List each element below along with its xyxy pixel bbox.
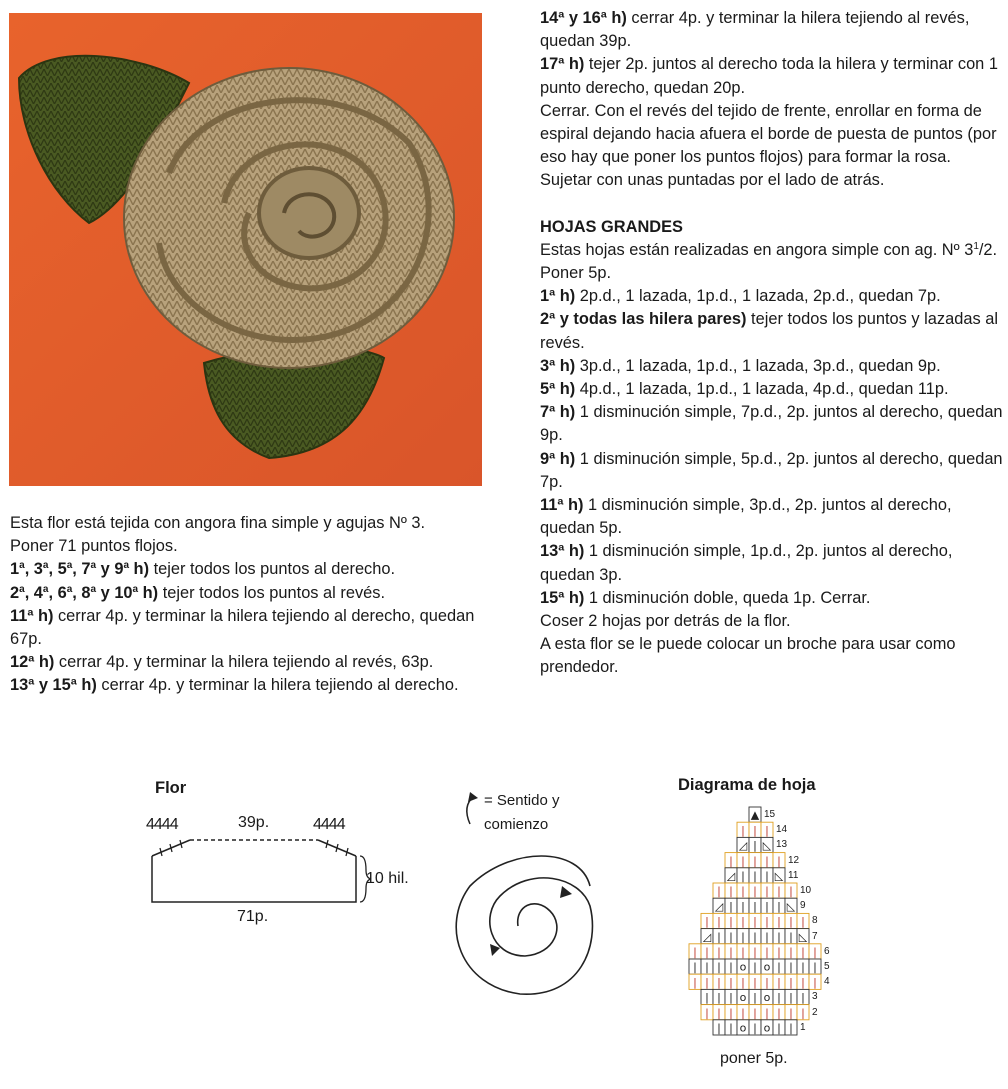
leaf-diagram-title: Diagrama de hoja <box>678 776 816 794</box>
row-number: 11 <box>788 869 799 881</box>
chart-stitch: | <box>693 960 697 974</box>
chart-stitch: | <box>729 884 733 898</box>
chart-stitch: | <box>753 991 757 1005</box>
chart-stitch: | <box>777 945 781 959</box>
flor-diagram-title: Flor <box>155 779 187 797</box>
chart-stitch: | <box>753 839 757 853</box>
chart-stitch: | <box>717 1006 721 1020</box>
chart-stitch: | <box>801 991 805 1005</box>
chart-stitch: | <box>741 854 745 868</box>
chart-stitch: | <box>777 975 781 989</box>
chart-stitch: | <box>789 1006 793 1020</box>
instruction-row: 2$^a$, 4$^a$, 6$^a$, 8$^a$ y 10$^a$ h) tejer todos los puntos al revés. <box>10 583 386 602</box>
chart-stitch: | <box>729 945 733 959</box>
chart-stitch: | <box>741 869 745 883</box>
chart-stitch: | <box>705 975 709 989</box>
chart-stitch: | <box>753 854 757 868</box>
section-heading: HOJAS GRANDES <box>540 217 683 236</box>
chart-stitch: o <box>763 991 771 1005</box>
chart-stitch: | <box>741 1006 745 1020</box>
brooch-note: A esta flor se le puede colocar un broche para usar como prendedor. <box>540 635 956 677</box>
chart-stitch: | <box>753 975 757 989</box>
chart-stitch: | <box>777 1021 781 1035</box>
chart-stitch: | <box>765 1006 769 1020</box>
chart-stitch: | <box>717 1021 721 1035</box>
instruction-row: 1$^a$, 3$^a$, 5$^a$, 7$^a$ y 9$^a$ h) tejer todos los puntos al derecho. <box>10 560 396 579</box>
flor-left-steps: 4444 <box>146 816 178 833</box>
chart-stitch: | <box>789 975 793 989</box>
chart-stitch: | <box>705 960 709 974</box>
instruction-row: 3ª h) 3p.d., 1 lazada, 1p.d., 1 lazada, 3p.d., quedan 9p. <box>540 356 941 375</box>
chart-stitch: | <box>717 945 721 959</box>
chart-stitch: | <box>729 930 733 944</box>
instruction-row: 13ª h) 1 disminución simple, 1p.d., 2p. juntos al derecho, quedan 3p. <box>540 542 953 584</box>
row-number: 15 <box>764 809 776 820</box>
leaves-intro: Estas hojas están realizadas en angora simple con ag. Nº $3^1/2$. <box>540 240 998 259</box>
chart-stitch: | <box>729 915 733 929</box>
intro-line: Esta flor está tejida con angora fina simple y agujas Nº 3. <box>10 514 426 532</box>
instruction-row: 11ª h) 1 disminución simple, 3p.d., 2p. juntos al derecho, quedan 5p. <box>540 496 952 538</box>
chart-stitch: | <box>813 945 817 959</box>
chart-stitch: ◿ <box>702 930 712 944</box>
row-number: 8 <box>812 915 818 927</box>
continued-instructions <box>540 7 1006 680</box>
chart-stitch: | <box>741 884 745 898</box>
chart-stitch: | <box>753 884 757 898</box>
instruction-row: 17ª h) tejer 2p. juntos al derecho toda la hilera y terminar con 1 punto derecho, quedan 20p. <box>540 55 998 97</box>
chart-stitch: ◿ <box>714 899 724 913</box>
chart-stitch: | <box>777 1006 781 1020</box>
chart-stitch: | <box>729 1006 733 1020</box>
chart-stitch: | <box>753 930 757 944</box>
chart-stitch: | <box>765 899 769 913</box>
row-number: 3 <box>812 991 818 1003</box>
flor-bottom-label: 71p. <box>237 908 269 925</box>
row-number: 1 <box>800 1021 806 1033</box>
chart-stitch: | <box>789 960 793 974</box>
chart-stitch: | <box>705 945 709 959</box>
chart-stitch: | <box>777 930 781 944</box>
chart-stitch: | <box>729 899 733 913</box>
row-number: 7 <box>812 930 818 942</box>
chart-stitch: | <box>801 960 805 974</box>
chart-stitch: | <box>741 915 745 929</box>
chart-stitch: | <box>789 1021 793 1035</box>
flor-height-label: 10 hil. <box>366 870 409 887</box>
row-number: 5 <box>824 961 830 972</box>
leaf-footer: poner 5p. <box>720 1050 788 1067</box>
chart-stitch: | <box>801 1006 805 1020</box>
chart-stitch: | <box>741 945 745 959</box>
chart-stitch: | <box>717 930 721 944</box>
rose-photo <box>9 13 482 486</box>
spiral-legend-line1: = Sentido y <box>484 792 560 809</box>
instruction-row: 9ª h) 1 disminución simple, 5p.d., 2p. juntos al derecho, quedan 7p. <box>540 449 1003 491</box>
chart-stitch: | <box>789 915 793 929</box>
chart-stitch: | <box>777 854 781 868</box>
chart-stitch: | <box>717 975 721 989</box>
chart-stitch: | <box>753 960 757 974</box>
chart-stitch: | <box>741 899 745 913</box>
row-number: 13 <box>776 839 788 851</box>
chart-stitch: | <box>813 960 817 974</box>
chart-stitch: | <box>729 854 733 868</box>
row-number: 9 <box>800 900 806 912</box>
chart-stitch: | <box>693 975 697 989</box>
chart-stitch: | <box>765 975 769 989</box>
flor-top-count: 39p. <box>238 814 270 831</box>
chart-stitch: | <box>753 945 757 959</box>
chart-stitch: | <box>813 975 817 989</box>
spiral-legend-line2: comienzo <box>484 816 549 833</box>
instruction-row: 7ª h) 1 disminución simple, 7p.d., 2p. juntos al derecho, quedan 9p. <box>540 403 1003 445</box>
sewing-note: Coser 2 hojas por detrás de la flor. <box>540 612 791 631</box>
chart-stitch: | <box>705 1006 709 1020</box>
flower-instructions <box>10 512 490 698</box>
chart-stitch: ◿ <box>738 839 748 853</box>
chart-stitch: | <box>753 823 757 837</box>
chart-stitch: | <box>717 915 721 929</box>
chart-stitch: | <box>777 915 781 929</box>
instruction-row: 5ª h) 4p.d., 1 lazada, 1p.d., 1 lazada, 4p.d., quedan 11p. <box>540 380 949 399</box>
row-number: 6 <box>824 945 830 957</box>
chart-stitch: | <box>765 930 769 944</box>
row-number: 10 <box>800 885 812 896</box>
chart-stitch: ◿ <box>726 869 736 883</box>
leaf-chart <box>660 805 850 1045</box>
instruction-row: 15ª h) 1 disminución doble, queda 1p. Cerrar. <box>540 588 871 607</box>
chart-stitch: | <box>777 899 781 913</box>
chart-stitch: ◺ <box>786 899 796 913</box>
chart-stitch: | <box>789 884 793 898</box>
chart-stitch: | <box>801 975 805 989</box>
chart-stitch: | <box>789 945 793 959</box>
chart-stitch: | <box>717 960 721 974</box>
chart-stitch: | <box>705 915 709 929</box>
chart-stitch: | <box>765 869 769 883</box>
chart-stitch: | <box>717 884 721 898</box>
chart-stitch: | <box>753 869 757 883</box>
chart-stitch: | <box>777 991 781 1005</box>
chart-stitch: | <box>753 1006 757 1020</box>
chart-stitch: | <box>801 945 805 959</box>
cast-on-line: Poner 5p. <box>540 264 612 283</box>
chart-stitch: | <box>777 884 781 898</box>
chart-stitch: | <box>753 899 757 913</box>
chart-stitch: | <box>705 991 709 1005</box>
chart-stitch: | <box>741 975 745 989</box>
instruction-row: 1ª h) 2p.d., 1 lazada, 1p.d., 1 lazada, 2p.d., quedan 7p. <box>540 287 941 306</box>
row-number: 2 <box>812 1006 818 1018</box>
chart-stitch: | <box>789 991 793 1005</box>
chart-stitch: | <box>729 975 733 989</box>
row-number: 4 <box>824 976 830 988</box>
chart-stitch: o <box>739 991 747 1005</box>
chart-stitch: | <box>729 960 733 974</box>
chart-stitch: ◺ <box>762 839 772 853</box>
row-number: 12 <box>788 854 800 866</box>
chart-stitch: | <box>765 823 769 837</box>
chart-stitch: o <box>763 960 771 974</box>
finishing-paragraph: Cerrar. Con el revés del tejido de frente, enrollar en forma de espiral dejando hacia afuera el borde de puesta de puntos (por eso hay que poner los puntos flojos) para formar la rosa. Sujetar con unas puntadas por el lado de atrás. <box>540 101 997 190</box>
chart-stitch: | <box>693 945 697 959</box>
row-number: 14 <box>776 824 788 836</box>
chart-stitch: | <box>753 1021 757 1035</box>
chart-stitch: | <box>753 915 757 929</box>
chart-stitch: o <box>739 1021 747 1035</box>
cast-on-line: Poner 71 puntos flojos. <box>10 537 178 556</box>
chart-stitch: | <box>765 915 769 929</box>
chart-stitch: | <box>729 1021 733 1035</box>
chart-stitch: | <box>765 854 769 868</box>
flor-right-steps: 4444 <box>313 816 345 833</box>
instruction-row: 12ª h) cerrar 4p. y terminar la hilera tejiendo al revés, 63p. <box>10 653 434 672</box>
chart-stitch: | <box>765 884 769 898</box>
chart-stitch: | <box>741 930 745 944</box>
chart-stitch: ◺ <box>798 930 808 944</box>
chart-stitch: | <box>729 991 733 1005</box>
instruction-row: 14ª y 16ª h) cerrar 4p. y terminar la hilera tejiendo al revés, quedan 39p. <box>540 9 970 51</box>
instruction-row: 11ª h) cerrar 4p. y terminar la hilera tejiendo al derecho, quedan 67p. <box>10 606 475 649</box>
chart-stitch: | <box>765 945 769 959</box>
chart-stitch: | <box>741 823 745 837</box>
chart-stitch: ◺ <box>774 869 784 883</box>
chart-stitch: | <box>717 991 721 1005</box>
chart-stitch: ▲ <box>750 808 760 822</box>
chart-stitch: | <box>801 915 805 929</box>
chart-stitch: | <box>789 930 793 944</box>
instruction-row: 13ª y 15ª h) cerrar 4p. y terminar la hilera tejiendo al derecho. <box>10 676 459 695</box>
chart-stitch: | <box>777 960 781 974</box>
flor-diagram <box>140 810 440 920</box>
chart-stitch: o <box>739 960 747 974</box>
chart-stitch: o <box>763 1021 771 1035</box>
instruction-row: 2ª y todas las hilera pares) tejer todos los puntos y lazadas al revés. <box>540 310 998 352</box>
